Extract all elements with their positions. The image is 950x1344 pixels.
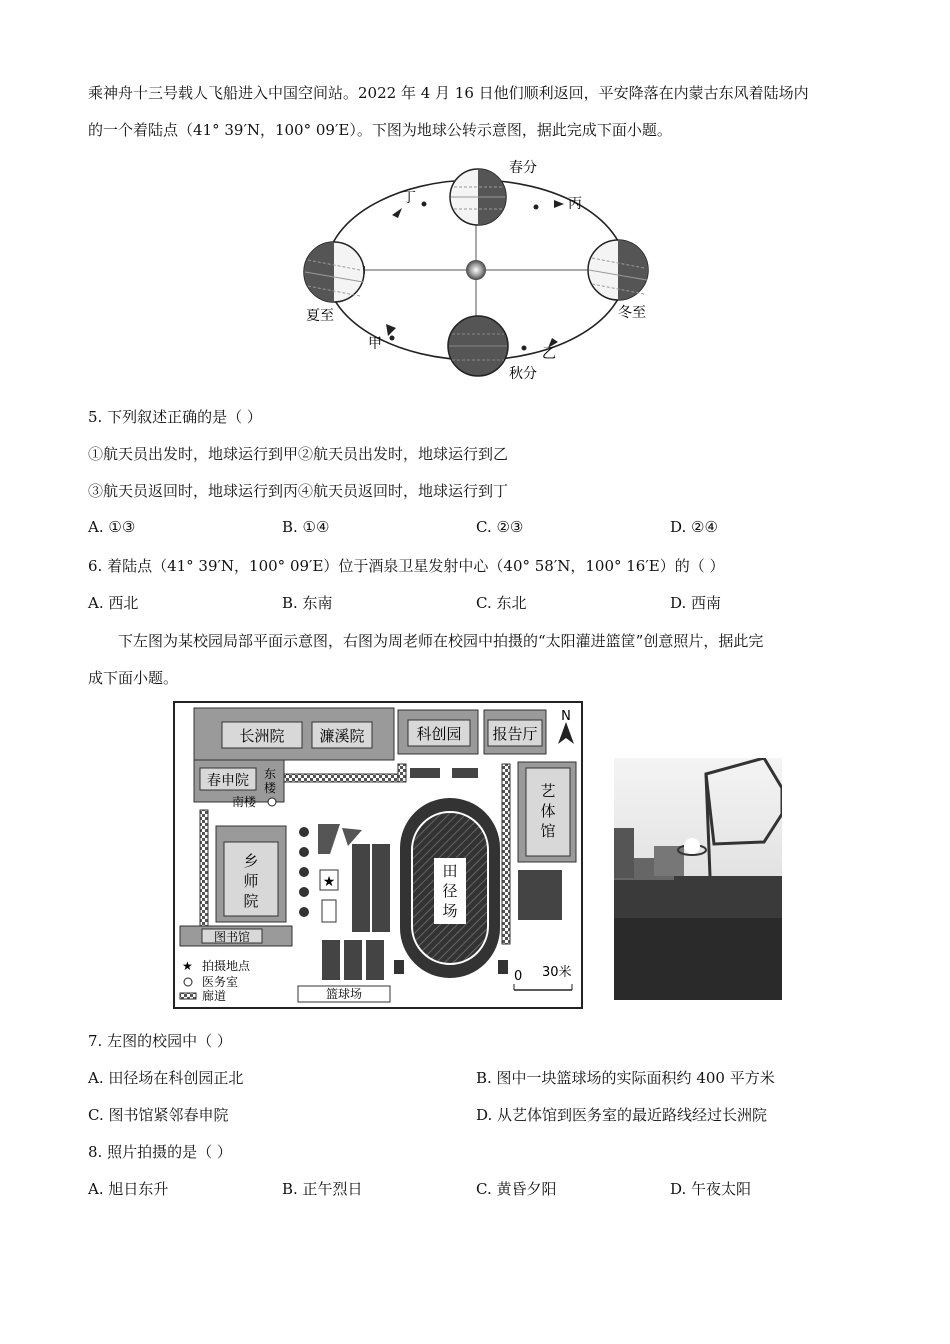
svg-text:N: N (561, 709, 571, 724)
q5-option-b[interactable]: B. ①④ (282, 518, 330, 536)
intro-line-1: 乘神舟十三号载人飞船进入中国空间站。2022 年 4 月 16 日他们顺利返回，平安降落在内蒙古东风着陆场内 (88, 84, 809, 102)
q6-option-c[interactable]: C. 东北 (476, 594, 527, 612)
q7-option-c[interactable]: C. 图书馆紧邻春申院 (88, 1106, 229, 1124)
svg-text:艺: 艺 (540, 782, 556, 800)
svg-text:濂溪院: 濂溪院 (319, 727, 365, 745)
clinic-icon (268, 798, 276, 806)
q8-option-b[interactable]: B. 正午烈日 (282, 1180, 363, 1198)
svg-text:师: 师 (243, 872, 259, 890)
q6-option-d[interactable]: D. 西南 (670, 594, 722, 612)
basketball-sun-photo (614, 758, 782, 1000)
q7-option-d[interactable]: D. 从艺体馆到医务室的最近路线经过长洲院 (476, 1106, 768, 1124)
q5-line-2: ③航天员返回时，地球运行到丙④航天员返回时，地球运行到丁 (88, 482, 509, 500)
q6-stem: 6. 着陆点（41° 39′N，100° 09′E）位于酒泉卫星发射中心（40° 58′N，100° 16′E）的（ ） (88, 557, 725, 575)
svg-text:馆: 馆 (540, 822, 556, 840)
shooting-spot-icon: ★ (322, 874, 336, 890)
svg-text:春申院: 春申院 (207, 773, 249, 789)
label-bing: 丙 (568, 196, 582, 212)
earth-autumn-icon (448, 316, 508, 376)
label-yi: 乙 (542, 346, 556, 362)
svg-text:院: 院 (243, 892, 259, 910)
svg-text:报告厅: 报告厅 (492, 725, 538, 743)
earth-summer-icon (304, 242, 364, 302)
q6-option-a[interactable]: A. 西北 (88, 594, 139, 612)
legend-clinic-icon (184, 978, 192, 986)
svg-text:科创园: 科创园 (416, 725, 462, 743)
q8-option-a[interactable]: A. 旭日东升 (88, 1180, 169, 1198)
earth-spring-icon (450, 169, 506, 225)
svg-text:东: 东 (263, 767, 277, 781)
svg-text:田: 田 (442, 862, 458, 880)
label-autumn: 秋分 (509, 366, 537, 382)
q8-option-d[interactable]: D. 午夜太阳 (670, 1180, 752, 1198)
earth-orbit-diagram (296, 152, 666, 387)
q8-option-c[interactable]: C. 黄昏夕阳 (476, 1180, 557, 1198)
athletic-field (400, 798, 500, 978)
q7-stem: 7. 左图的校园中（ ） (88, 1032, 232, 1050)
q5-stem: 5. 下列叙述正确的是（ ） (88, 408, 262, 426)
q5-option-c[interactable]: C. ②③ (476, 518, 524, 536)
intro2-line-1: 下左图为某校园局部平面示意图，右图为周老师在校园中拍摄的“太阳灌进篮筐”创意照片，据此完 (118, 632, 764, 650)
svg-text:楼: 楼 (263, 781, 277, 795)
orbit-arrow-icon (554, 200, 564, 208)
svg-text:体: 体 (540, 802, 556, 820)
orbit-arrow-icon (392, 208, 402, 218)
q8-stem: 8. 照片拍摄的是（ ） (88, 1143, 232, 1161)
q5-option-a[interactable]: A. ①③ (88, 518, 136, 536)
q5-line-1: ①航天员出发时，地球运行到甲②航天员出发时，地球运行到乙 (88, 445, 509, 463)
intro-line-2: 的一个着陆点（41° 39′N，100° 09′E）。下图为地球公转示意图，据此完成下面小题。 (88, 121, 672, 139)
svg-text:乡: 乡 (243, 852, 259, 870)
svg-text:场: 场 (442, 902, 458, 920)
q7-option-a[interactable]: A. 田径场在科创园正北 (88, 1069, 244, 1087)
svg-text:30米: 30米 (542, 965, 572, 980)
corridor (284, 774, 404, 782)
svg-text:图书馆: 图书馆 (213, 930, 251, 944)
label-jia: 甲 (368, 336, 382, 352)
legend-star-icon: ★ (182, 959, 193, 973)
svg-text:医务室: 医务室 (202, 975, 239, 989)
orbit-arrow-icon (386, 324, 396, 336)
earth-winter-icon (588, 240, 648, 300)
svg-text:长洲院: 长洲院 (239, 727, 285, 745)
q6-option-b[interactable]: B. 东南 (282, 594, 333, 612)
sun-icon (466, 260, 486, 280)
svg-text:廊道: 廊道 (202, 989, 227, 1003)
q7-option-b[interactable]: B. 图中一块篮球场的实际面积约 400 平方米 (476, 1069, 775, 1087)
svg-text:0: 0 (514, 969, 523, 984)
label-summer: 夏至 (306, 308, 334, 324)
label-spring: 春分 (509, 160, 537, 176)
intro2-line-2: 成下面小题。 (88, 669, 179, 687)
label-ding: 丁 (402, 190, 416, 206)
label-winter: 冬至 (618, 305, 646, 321)
q5-option-d[interactable]: D. ②④ (670, 518, 718, 536)
svg-text:径: 径 (442, 882, 458, 900)
campus-map (172, 700, 584, 1010)
svg-text:拍摄地点: 拍摄地点 (202, 959, 251, 973)
svg-text:南楼: 南楼 (231, 795, 257, 809)
svg-text:篮球场: 篮球场 (325, 987, 363, 1001)
